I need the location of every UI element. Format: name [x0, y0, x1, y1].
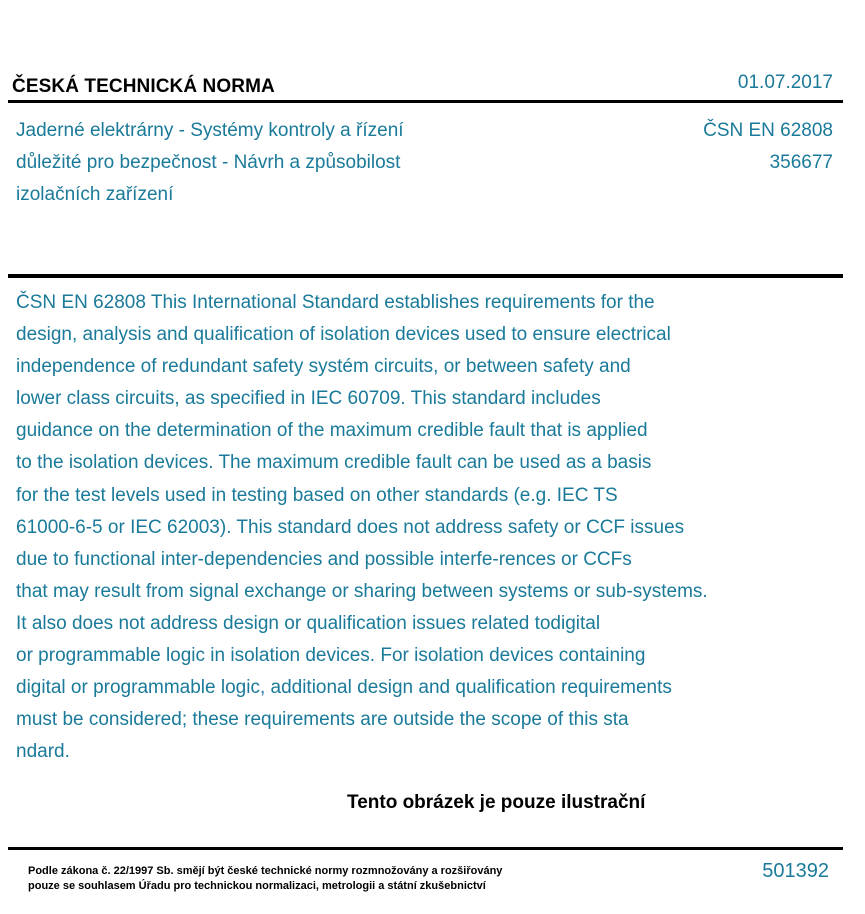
class-number: 356677	[769, 152, 833, 173]
abstract-line: 61000-6-5 or IEC 62003). This standard does not address safety or CCF issues	[16, 516, 685, 538]
legal-notice	[28, 864, 502, 894]
illustration-note: Tento obrázek je pouze ilustrační	[347, 792, 646, 813]
abstract-line: to the isolation devices. The maximum credible fault can be used as a basis	[16, 452, 652, 474]
standard-subject	[16, 115, 404, 211]
document-number: 501392	[762, 860, 829, 882]
abstract-line: ndard.	[16, 741, 70, 763]
subject-line: izolačních zařízení	[16, 184, 174, 205]
header-divider	[8, 100, 843, 103]
abstract-line: ČSN EN 62808 This International Standard establishes requirements for the	[16, 292, 655, 313]
subject-line: Jaderné elektrárny - Systémy kontroly a řízení	[16, 120, 404, 141]
abstract-line: guidance on the determination of the maximum credible fault that is applied	[16, 420, 648, 442]
abstract-line: It also does not address design or qualification issues related todigital	[16, 612, 601, 634]
publication-date: 01.07.2017	[737, 72, 833, 93]
norm-title: ČESKÁ TECHNICKÁ NORMA	[12, 76, 275, 97]
abstract-line: that may result from signal exchange or sharing between systems or sub-systems.	[16, 580, 708, 602]
abstract-line: digital or programmable logic, additional design and qualification requirements	[16, 677, 672, 699]
abstract-line: for the test levels used in testing based on other standards (e.g. IEC TS	[16, 484, 618, 506]
standard-identifiers	[703, 115, 833, 179]
footer-divider	[8, 847, 843, 850]
abstract-text	[16, 287, 708, 768]
section-divider	[8, 274, 843, 278]
abstract-line: design, analysis and qualification of isolation devices used to ensure electrical	[16, 324, 671, 346]
abstract-line: or programmable logic in isolation devices. For isolation devices containing	[16, 645, 646, 667]
legal-line: Podle zákona č. 22/1997 Sb. smějí být české technické normy rozmnožovány a rozšiřovány	[28, 865, 503, 877]
standard-code: ČSN EN 62808	[703, 120, 833, 141]
legal-line: pouze se souhlasem Úřadu pro technickou normalizaci, metrologii a státní zkušebnictví	[28, 880, 486, 892]
abstract-line: must be considered; these requirements are outside the scope of this sta	[16, 709, 629, 731]
abstract-line: due to functional inter-dependencies and possible interfe-rences or CCFs	[16, 548, 632, 570]
abstract-line: lower class circuits, as specified in IEC 60709. This standard includes	[16, 388, 601, 410]
subject-line: důležité pro bezpečnost - Návrh a způsobilost	[16, 152, 401, 173]
abstract-line: independence of redundant safety systém circuits, or between safety and	[16, 356, 631, 378]
